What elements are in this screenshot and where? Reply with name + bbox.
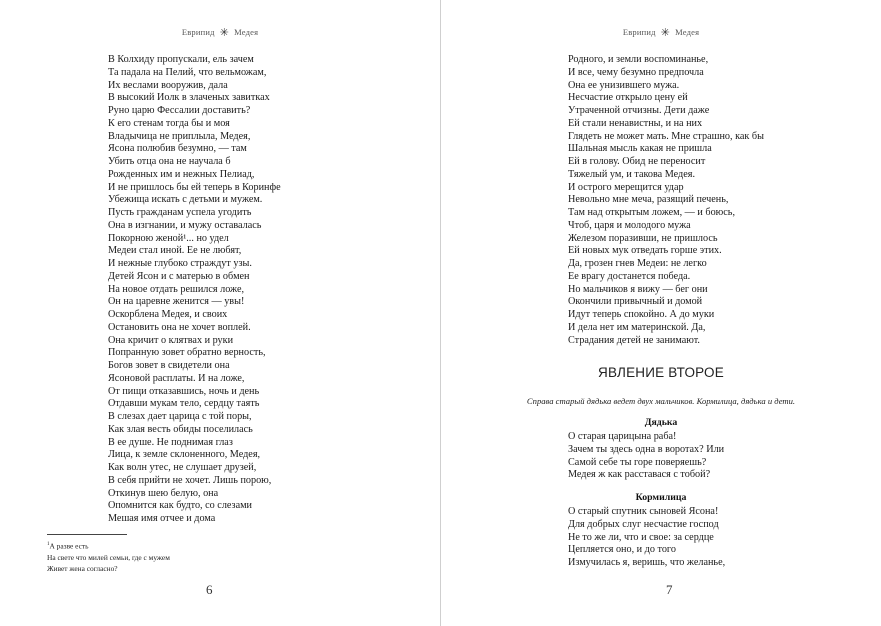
left-verse-text <box>108 54 281 526</box>
verse-line: Богов зовет в свидетели она <box>108 360 230 371</box>
verse-line: Цепляется оно, и до того <box>568 544 676 556</box>
verse-line: Ясоновой расплаты. И на ложе, <box>108 372 245 384</box>
page-number-right: 7 <box>666 582 673 597</box>
speaker-name: Кормилица <box>635 492 687 503</box>
verse-line: Попранную зовет обратно верность, <box>108 347 266 359</box>
running-head-title: Медея <box>234 27 259 37</box>
verse-line: Ей в голову. Обид не переносит <box>568 156 706 167</box>
verse-line: Зачем ты здесь одна в воротах? Или <box>568 443 725 455</box>
verse-line: Ей новых мук отведать горше этих. <box>568 245 722 257</box>
verse-line: Остановить она не хочет воплей. <box>108 321 251 333</box>
running-head-left <box>0 25 440 38</box>
verse-line: Несчастие открыло цену ей <box>568 92 688 104</box>
verse-line: Идут теперь спокойно. А до муки <box>568 309 715 320</box>
asterisk-ornament-icon: ✳ <box>219 27 230 39</box>
verse-line: Убить отца она не научала б <box>108 156 231 167</box>
verse-line: Глядеть не может мать. Мне страшно, как бы <box>568 130 764 142</box>
verse-line: В слезах дает царица с той поры, <box>108 411 252 422</box>
footnote-line: $^1$А разве есть <box>47 541 89 551</box>
verse-line: Мешая имя отчее и дома <box>108 513 216 524</box>
speaker-name: Дядька <box>644 417 678 428</box>
verse-line: К его стенам тогда бы и моя <box>108 117 230 129</box>
verse-line: Там над открытым ложем, — и боюсь, <box>568 207 736 218</box>
left-page <box>0 0 440 626</box>
footnote <box>47 539 170 575</box>
verse-line: И острого мерещится удар <box>568 181 684 193</box>
verse-line: Она кричит о клятвах и руки <box>108 334 234 346</box>
verse-line: В себя прийти не хочет. Лишь порою, <box>108 474 272 486</box>
verse-line: Да, грозен гнев Медеи: не легко <box>568 258 707 269</box>
verse-line: Шальная мысль какая не пришла <box>568 143 712 155</box>
verse-line: Лица, к земле склоненного, Медея, <box>108 449 261 461</box>
verse-line: Он на царевне женится — увы! <box>108 296 245 308</box>
asterisk-ornament-icon: ✳ <box>660 27 671 39</box>
running-head-author: Еврипид <box>181 27 215 37</box>
verse-line: Та падала на Пелий, что вельможам, <box>108 66 267 78</box>
scene-title: ЯВЛЕНИЕ ВТОРОЕ <box>598 365 724 380</box>
page-number-left: 6 <box>206 582 213 597</box>
verse-line: От пищи отказавшись, ночь и день <box>108 385 260 397</box>
verse-line: Рожденных им и нежных Пелиад, <box>108 168 255 180</box>
verse-line: Но мальчиков я вижу — бег они <box>568 283 708 295</box>
verse-line: Чтоб, царя и молодого мужа <box>568 219 691 231</box>
running-head-right <box>441 25 881 38</box>
running-head-author: Еврипид <box>622 27 656 37</box>
right-verse-text <box>568 54 764 347</box>
verse-line: Отдавши мукам тело, сердцу таять <box>108 398 260 410</box>
verse-line: Утраченной отчизны. Дети даже <box>568 105 710 116</box>
verse-line: В Колхиду пропускали, ель зачем <box>108 54 254 65</box>
running-head-title: Медея <box>675 27 700 37</box>
verse-line: Медеи стал иной. Ее не любят, <box>108 245 242 257</box>
verse-line: Ее врагу достанется победа. <box>568 270 691 282</box>
speech-block <box>568 431 724 482</box>
verse-line: Опомнится как будто, со слезами <box>108 500 252 512</box>
verse-line: Страдания детей не занимают. <box>568 334 700 346</box>
verse-line: Железом поразивши, не пришлось <box>568 232 718 244</box>
verse-line: Родного, и земли воспоминанье, <box>568 54 709 65</box>
verse-line: Тяжелый ум, и такова Медея. <box>568 168 695 180</box>
verse-line: На новое отдать решился ложе, <box>108 283 245 295</box>
stage-direction: Справа старый дядька ведет двух мальчиков. Кормилица, дядька и дети. <box>526 396 796 406</box>
verse-line: Пусть гражданам успела угодить <box>108 207 252 218</box>
verse-line: Детей Ясон и с матерью в обмен <box>108 270 250 282</box>
verse-line: Не то же ли, что и свое: за сердце <box>568 531 714 543</box>
verse-line: Владычица не приплыла, Медея, <box>108 130 251 142</box>
verse-line: Как волн утес, не слушает друзей, <box>108 462 257 473</box>
verse-line: И дела нет им материнской. Да, <box>568 321 706 333</box>
footnote-line: Живет жена согласно? <box>47 564 118 574</box>
footnote-marker: 1 <box>47 542 50 547</box>
verse-line: Оскорблена Медея, и своих <box>108 309 228 320</box>
verse-line: О старая царицына раба! <box>568 431 677 442</box>
verse-line: Как злая весть обиды поселилась <box>108 423 253 435</box>
verse-line: О старый спутник сыновей Ясона! <box>568 506 719 517</box>
verse-line: Она в изгнании, и мужу оставалась <box>108 219 262 231</box>
footnote-line: На свете что милей семьи, где с мужем <box>47 552 170 562</box>
verse-line: Самой себе ты горе поверяешь? <box>568 456 707 468</box>
verse-line: И все, чему безумно предпочла <box>568 66 704 78</box>
verse-line: Руно царю Фессалии доставить? <box>108 105 251 116</box>
verse-line: Убежища искать с детьми и мужем. <box>108 194 263 206</box>
verse-line: В высокий Иолк в злаченых завитках <box>108 92 270 104</box>
verse-line: Для добрых слуг несчастие господ <box>568 518 719 530</box>
verse-line: Откинув шею белую, она <box>108 487 219 499</box>
verse-line: И нежные глубоко страждут узы. <box>108 258 252 269</box>
verse-line: Их веслами вооружив, дала <box>108 79 228 91</box>
verse-line: И не пришлось бы ей теперь в Коринфе <box>108 181 281 193</box>
verse-line: Ясона полюбив безумно, — там <box>108 143 247 155</box>
verse-line: Медея ж как расставася с тобой? <box>568 469 711 481</box>
verse-line: Ей стали ненавистны, и на них <box>568 117 703 129</box>
verse-line: Она ее унизившего мужа. <box>568 79 680 91</box>
verse-line: Измучилась я, веришь, что желанье, <box>568 557 726 568</box>
verse-line: Окончили привычный и домой <box>568 296 703 308</box>
speech-block <box>568 506 725 570</box>
verse-line: В ее душе. Не поднимая глаз <box>108 436 233 448</box>
verse-line: Невольно мне меча, разящий печень, <box>568 194 729 206</box>
footnote-rule <box>47 534 127 535</box>
verse-line: Покорною женой¹... но удел <box>108 232 229 244</box>
